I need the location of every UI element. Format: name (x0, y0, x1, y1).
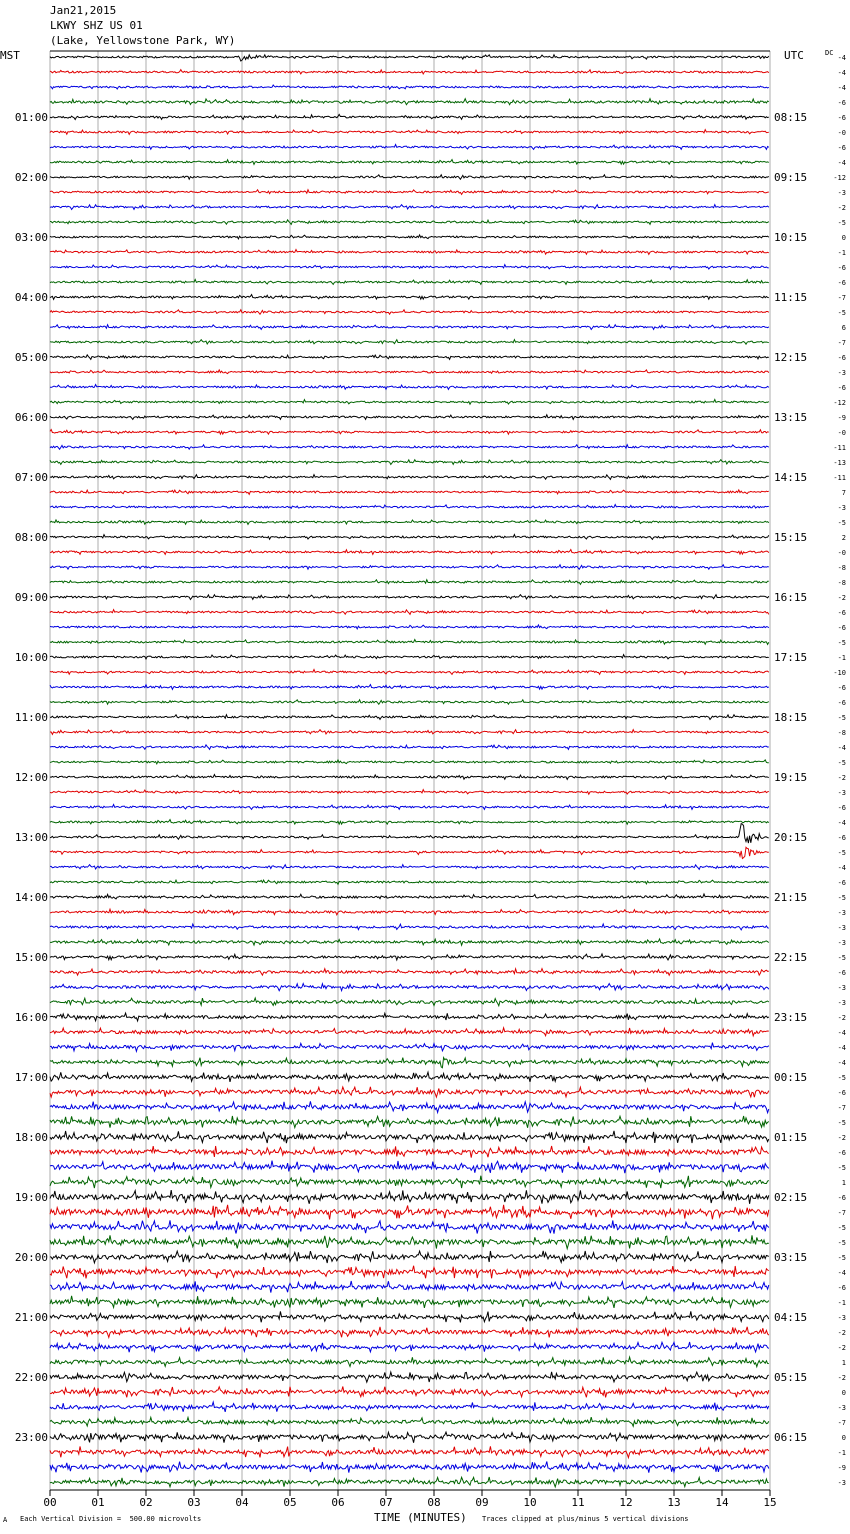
seismic-trace (50, 1342, 769, 1352)
seismic-trace (50, 475, 769, 480)
seismic-trace (50, 55, 769, 61)
dc-offset-label: -6 (837, 279, 846, 287)
x-tick-label: 07 (379, 1496, 393, 1509)
dc-offset-label: -3 (837, 1314, 846, 1322)
dc-offset-label: 1 (841, 1359, 846, 1367)
x-tick-label: 03 (187, 1496, 201, 1509)
dc-offset-label: 1 (841, 1179, 846, 1187)
dc-offset-label: -5 (837, 1074, 846, 1082)
dc-offset-label: -6 (837, 1284, 846, 1292)
dc-offset-label: -11 (833, 474, 846, 482)
dc-offset-label: -2 (837, 1329, 846, 1337)
dc-offset-label: -6 (837, 879, 846, 887)
mst-hour-label: 08:00 (14, 531, 48, 544)
dc-offset-label: -5 (837, 1164, 846, 1172)
dc-offset-label: -5 (837, 1119, 846, 1127)
seismic-trace (50, 310, 769, 315)
dc-offset-label: -5 (837, 714, 846, 722)
dc-offset-label: 6 (841, 324, 846, 332)
utc-hour-label: 22:15 (774, 951, 808, 964)
dc-offset-label: -4 (837, 54, 846, 62)
dc-offset-label: -3 (837, 369, 846, 377)
utc-hour-label: 04:15 (774, 1311, 808, 1324)
dc-offset-label: -3 (837, 999, 846, 1007)
mst-hour-label: 06:00 (14, 411, 48, 424)
seismic-trace (50, 745, 769, 750)
seismic-trace (50, 99, 769, 105)
seismic-trace (50, 295, 769, 300)
dc-offset-label: -4 (837, 1059, 846, 1067)
seismic-trace (50, 670, 769, 675)
seismic-trace (50, 1281, 769, 1293)
seismic-trace (50, 924, 769, 930)
seismic-trace (50, 1387, 769, 1398)
x-tick-label: 01 (91, 1496, 105, 1509)
record-date: Jan21,2015 (50, 4, 117, 17)
dc-offset-label: -7 (837, 339, 846, 347)
dc-offset-label: -1 (837, 1449, 846, 1457)
seismic-trace (50, 1131, 769, 1143)
mst-hour-label: 10:00 (14, 651, 48, 664)
dc-offset-label: 0 (841, 234, 846, 242)
dc-offset-label: -6 (837, 1149, 846, 1157)
mst-hour-label: 03:00 (14, 231, 48, 244)
seismic-trace (50, 805, 769, 810)
seismic-trace (50, 550, 769, 555)
seismic-trace (50, 145, 769, 150)
dc-offset-label: -3 (837, 939, 846, 947)
mst-hour-label: 17:00 (14, 1071, 48, 1084)
seismic-trace (50, 700, 769, 705)
x-tick-label: 05 (283, 1496, 297, 1509)
dc-offset-label: -6 (837, 624, 846, 632)
dc-offset-label: -2 (837, 1344, 846, 1352)
utc-hour-label: 00:15 (774, 1071, 808, 1084)
utc-hour-label: 13:15 (774, 411, 808, 424)
mst-hour-label: 21:00 (14, 1311, 48, 1324)
seismic-trace (50, 460, 769, 465)
seismic-trace (50, 1311, 769, 1322)
dc-offset-label: -7 (837, 1209, 846, 1217)
dc-offset-heading: DC (825, 49, 834, 57)
seismic-trace (50, 1072, 769, 1082)
dc-offset-label: -6 (837, 354, 846, 362)
utc-hour-label: 03:15 (774, 1251, 808, 1264)
dc-offset-label: 0 (841, 1389, 846, 1397)
x-tick-label: 13 (667, 1496, 681, 1509)
x-tick-label: 12 (619, 1496, 633, 1509)
x-tick-label: 11 (571, 1496, 585, 1509)
dc-offset-label: -6 (837, 384, 846, 392)
dc-offset-label: -5 (837, 1254, 846, 1262)
right-timezone-label: UTC (784, 49, 804, 62)
x-tick-label: 10 (523, 1496, 537, 1509)
seismic-trace (50, 894, 769, 899)
seismic-trace (50, 1372, 769, 1382)
utc-hour-label: 23:15 (774, 1011, 808, 1024)
seismic-trace (50, 984, 769, 991)
seismic-trace (50, 85, 769, 89)
dc-offset-label: -5 (837, 639, 846, 647)
seismic-trace (50, 1101, 769, 1112)
dc-offset-label: -4 (837, 819, 846, 827)
seismic-trace (50, 1327, 769, 1338)
dc-offset-label: -0 (837, 549, 846, 557)
utc-hour-label: 06:15 (774, 1431, 808, 1444)
dc-offset-label: -4 (837, 1029, 846, 1037)
mst-hour-label: 19:00 (14, 1191, 48, 1204)
x-tick-label: 06 (331, 1496, 345, 1509)
dc-offset-label: -4 (837, 864, 846, 872)
dc-offset-label: -9 (837, 1464, 846, 1472)
seismic-trace (50, 939, 769, 945)
dc-offset-label: 7 (841, 489, 846, 497)
dc-offset-label: -6 (837, 1194, 846, 1202)
seismic-trace (50, 998, 769, 1006)
x-axis-title: TIME (MINUTES) (374, 1511, 467, 1524)
seismic-trace (50, 760, 769, 764)
seismic-trace (50, 70, 769, 74)
seismic-trace (50, 175, 769, 180)
utc-hour-label: 21:15 (774, 891, 808, 904)
dc-offset-label: -6 (837, 609, 846, 617)
dc-offset-label: -3 (837, 1404, 846, 1412)
seismic-trace (50, 909, 769, 915)
x-tick-label: 15 (763, 1496, 777, 1509)
seismic-trace (50, 880, 769, 884)
dc-offset-label: -2 (837, 594, 846, 602)
seismic-trace (50, 847, 769, 858)
seismic-trace (50, 340, 769, 345)
utc-hour-label: 01:15 (774, 1131, 808, 1144)
x-tick-label: 00 (43, 1496, 57, 1509)
vertical-scale-note: Each Vertical Division = 500.00 microvolts (20, 1515, 202, 1523)
seismic-trace (50, 205, 769, 210)
dc-offset-label: -7 (837, 1104, 846, 1112)
mst-hour-label: 13:00 (14, 831, 48, 844)
mst-hour-label: 11:00 (14, 711, 48, 724)
x-tick-label: 14 (715, 1496, 729, 1509)
seismic-trace (50, 565, 769, 570)
dc-offset-label: -1 (837, 654, 846, 662)
seismic-trace (50, 610, 769, 615)
seismic-trace (50, 1432, 769, 1443)
dc-offset-label: -6 (837, 684, 846, 692)
dc-offset-label: -6 (837, 1089, 846, 1097)
dc-offset-label: -12 (833, 174, 846, 182)
seismic-trace (50, 505, 769, 509)
station-location: (Lake, Yellowstone Park, WY) (50, 34, 236, 47)
utc-hour-label: 19:15 (774, 771, 808, 784)
dc-offset-label: -5 (837, 759, 846, 767)
utc-hour-label: 20:15 (774, 831, 808, 844)
mst-hour-label: 14:00 (14, 891, 48, 904)
seismic-trace (50, 190, 769, 195)
dc-offset-label: -10 (833, 669, 846, 677)
utc-hour-label: 15:15 (774, 531, 808, 544)
dc-offset-label: -7 (837, 1419, 846, 1427)
dc-offset-label: -5 (837, 219, 846, 227)
dc-offset-label: -5 (837, 1224, 846, 1232)
seismic-trace (50, 520, 769, 525)
dc-offset-label: -13 (833, 459, 846, 467)
mst-hour-label: 05:00 (14, 351, 48, 364)
seismic-trace (50, 115, 769, 120)
dc-offset-label: -5 (837, 1239, 846, 1247)
seismic-trace (50, 130, 769, 135)
dc-offset-label: -6 (837, 264, 846, 272)
utc-hour-label: 09:15 (774, 171, 808, 184)
dc-offset-label: 0 (841, 1434, 846, 1442)
mst-hour-label: 18:00 (14, 1131, 48, 1144)
mst-hour-label: 15:00 (14, 951, 48, 964)
seismic-trace (50, 954, 769, 960)
seismic-trace (50, 865, 769, 870)
seismic-trace (50, 1116, 769, 1128)
seismic-trace (50, 730, 769, 735)
seismic-trace (50, 1357, 769, 1367)
seismic-trace (50, 1161, 769, 1174)
utc-hour-label: 18:15 (774, 711, 808, 724)
seismic-trace (50, 1146, 769, 1158)
dc-offset-label: -0 (837, 129, 846, 137)
dc-offset-label: -8 (837, 579, 846, 587)
seismic-trace (50, 1477, 769, 1487)
seismic-trace (50, 820, 769, 825)
dc-offset-label: -6 (837, 114, 846, 122)
dc-offset-label: -11 (833, 444, 846, 452)
seismic-trace (50, 1028, 769, 1036)
seismic-trace (50, 655, 769, 659)
utc-hour-label: 08:15 (774, 111, 808, 124)
dc-offset-label: -8 (837, 729, 846, 737)
utc-hour-label: 14:15 (774, 471, 808, 484)
dc-offset-label: -4 (837, 69, 846, 77)
seismic-trace (50, 1043, 769, 1052)
dc-offset-label: -3 (837, 189, 846, 197)
dc-offset-label: -6 (837, 969, 846, 977)
dc-offset-label: -4 (837, 159, 846, 167)
dc-offset-label: -5 (837, 849, 846, 857)
mst-hour-label: 23:00 (14, 1431, 48, 1444)
dc-offset-label: -1 (837, 1299, 846, 1307)
seismic-trace (50, 1251, 769, 1263)
dc-offset-label: -2 (837, 1134, 846, 1142)
seismic-trace (50, 325, 769, 330)
seismic-trace (50, 160, 769, 165)
dc-offset-label: -3 (837, 984, 846, 992)
utc-hour-label: 10:15 (774, 231, 808, 244)
mst-hour-label: 20:00 (14, 1251, 48, 1264)
mst-hour-label: 12:00 (14, 771, 48, 784)
seismic-trace (50, 1190, 769, 1204)
x-tick-label: 09 (475, 1496, 489, 1509)
seismic-trace (50, 430, 769, 435)
seismic-trace (50, 400, 769, 405)
seismic-trace (50, 715, 769, 720)
seismic-trace (50, 235, 769, 239)
mst-hour-label: 07:00 (14, 471, 48, 484)
mst-hour-label: 22:00 (14, 1371, 48, 1384)
seismic-trace (50, 969, 769, 976)
dc-offset-label: -3 (837, 909, 846, 917)
seismic-trace (50, 385, 769, 390)
seismic-trace (50, 280, 769, 285)
utc-hour-label: 05:15 (774, 1371, 808, 1384)
dc-offset-label: -3 (837, 1479, 846, 1487)
seismic-trace (50, 250, 769, 255)
utc-hour-label: 02:15 (774, 1191, 808, 1204)
dc-offset-label: -5 (837, 519, 846, 527)
seismic-trace (50, 625, 769, 629)
station-code: LKWY SHZ US 01 (50, 19, 143, 32)
seismic-trace (50, 640, 769, 645)
dc-offset-label: -4 (837, 84, 846, 92)
mst-hour-label: 02:00 (14, 171, 48, 184)
dc-offset-label: -6 (837, 699, 846, 707)
dc-offset-label: -3 (837, 924, 846, 932)
dc-offset-label: -5 (837, 309, 846, 317)
dc-offset-label: -2 (837, 1374, 846, 1382)
seismic-trace (50, 1296, 769, 1308)
x-tick-label: 02 (139, 1496, 153, 1509)
seismic-trace (50, 415, 769, 420)
seismic-trace (50, 1235, 769, 1248)
dc-offset-label: -3 (837, 504, 846, 512)
seismic-trace (50, 595, 769, 600)
dc-offset-label: -6 (837, 834, 846, 842)
seismic-trace (50, 824, 769, 844)
mst-hour-label: 16:00 (14, 1011, 48, 1024)
seismic-trace (50, 685, 769, 690)
seismic-trace (50, 1220, 769, 1233)
mst-hour-label: 04:00 (14, 291, 48, 304)
utc-hour-label: 12:15 (774, 351, 808, 364)
seismic-trace (50, 1402, 769, 1412)
clipping-note: Traces clipped at plus/minus 5 vertical divisions (482, 1515, 689, 1523)
seismic-trace (50, 1417, 769, 1426)
x-tick-label: 08 (427, 1496, 441, 1509)
seismic-trace (50, 445, 769, 450)
seismic-trace (50, 490, 769, 495)
dc-offset-label: -4 (837, 1044, 846, 1052)
seismic-trace (50, 1013, 769, 1021)
seismic-trace (50, 1446, 769, 1457)
seismic-trace (50, 790, 769, 795)
seismic-trace (50, 1266, 769, 1279)
utc-hour-label: 16:15 (774, 591, 808, 604)
dc-offset-label: -5 (837, 954, 846, 962)
mst-hour-label: 09:00 (14, 591, 48, 604)
dc-offset-label: -4 (837, 1269, 846, 1277)
dc-offset-label: -6 (837, 144, 846, 152)
seismic-trace (50, 1058, 769, 1068)
seismic-trace (50, 775, 769, 780)
seismic-trace (50, 1087, 769, 1097)
seismic-trace (50, 580, 769, 585)
dc-offset-label: 2 (841, 534, 846, 542)
dc-offset-label: -6 (837, 804, 846, 812)
mst-hour-label: 01:00 (14, 111, 48, 124)
utc-hour-label: 11:15 (774, 291, 808, 304)
seismic-trace (50, 355, 769, 360)
dc-offset-label: -2 (837, 774, 846, 782)
seismic-trace (50, 1462, 769, 1473)
dc-offset-label: -12 (833, 399, 846, 407)
seismic-trace (50, 1205, 769, 1220)
seismic-trace (50, 370, 769, 374)
dc-offset-label: -2 (837, 204, 846, 212)
dc-offset-label: -0 (837, 429, 846, 437)
dc-offset-label: -3 (837, 789, 846, 797)
seismic-trace (50, 535, 769, 540)
left-timezone-label: MST (0, 49, 20, 62)
dc-offset-label: -6 (837, 99, 846, 107)
seismic-trace (50, 220, 769, 225)
dc-offset-label: -2 (837, 1014, 846, 1022)
dc-offset-label: -1 (837, 249, 846, 257)
seismic-trace (50, 265, 769, 270)
dc-offset-label: -4 (837, 744, 846, 752)
dc-offset-label: -7 (837, 294, 846, 302)
dc-offset-label: -5 (837, 894, 846, 902)
seismic-trace (50, 1176, 769, 1188)
dc-offset-label: -9 (837, 414, 846, 422)
footer-mark: A (3, 1516, 8, 1524)
utc-hour-label: 17:15 (774, 651, 808, 664)
dc-offset-label: -8 (837, 564, 846, 572)
x-tick-label: 04 (235, 1496, 249, 1509)
